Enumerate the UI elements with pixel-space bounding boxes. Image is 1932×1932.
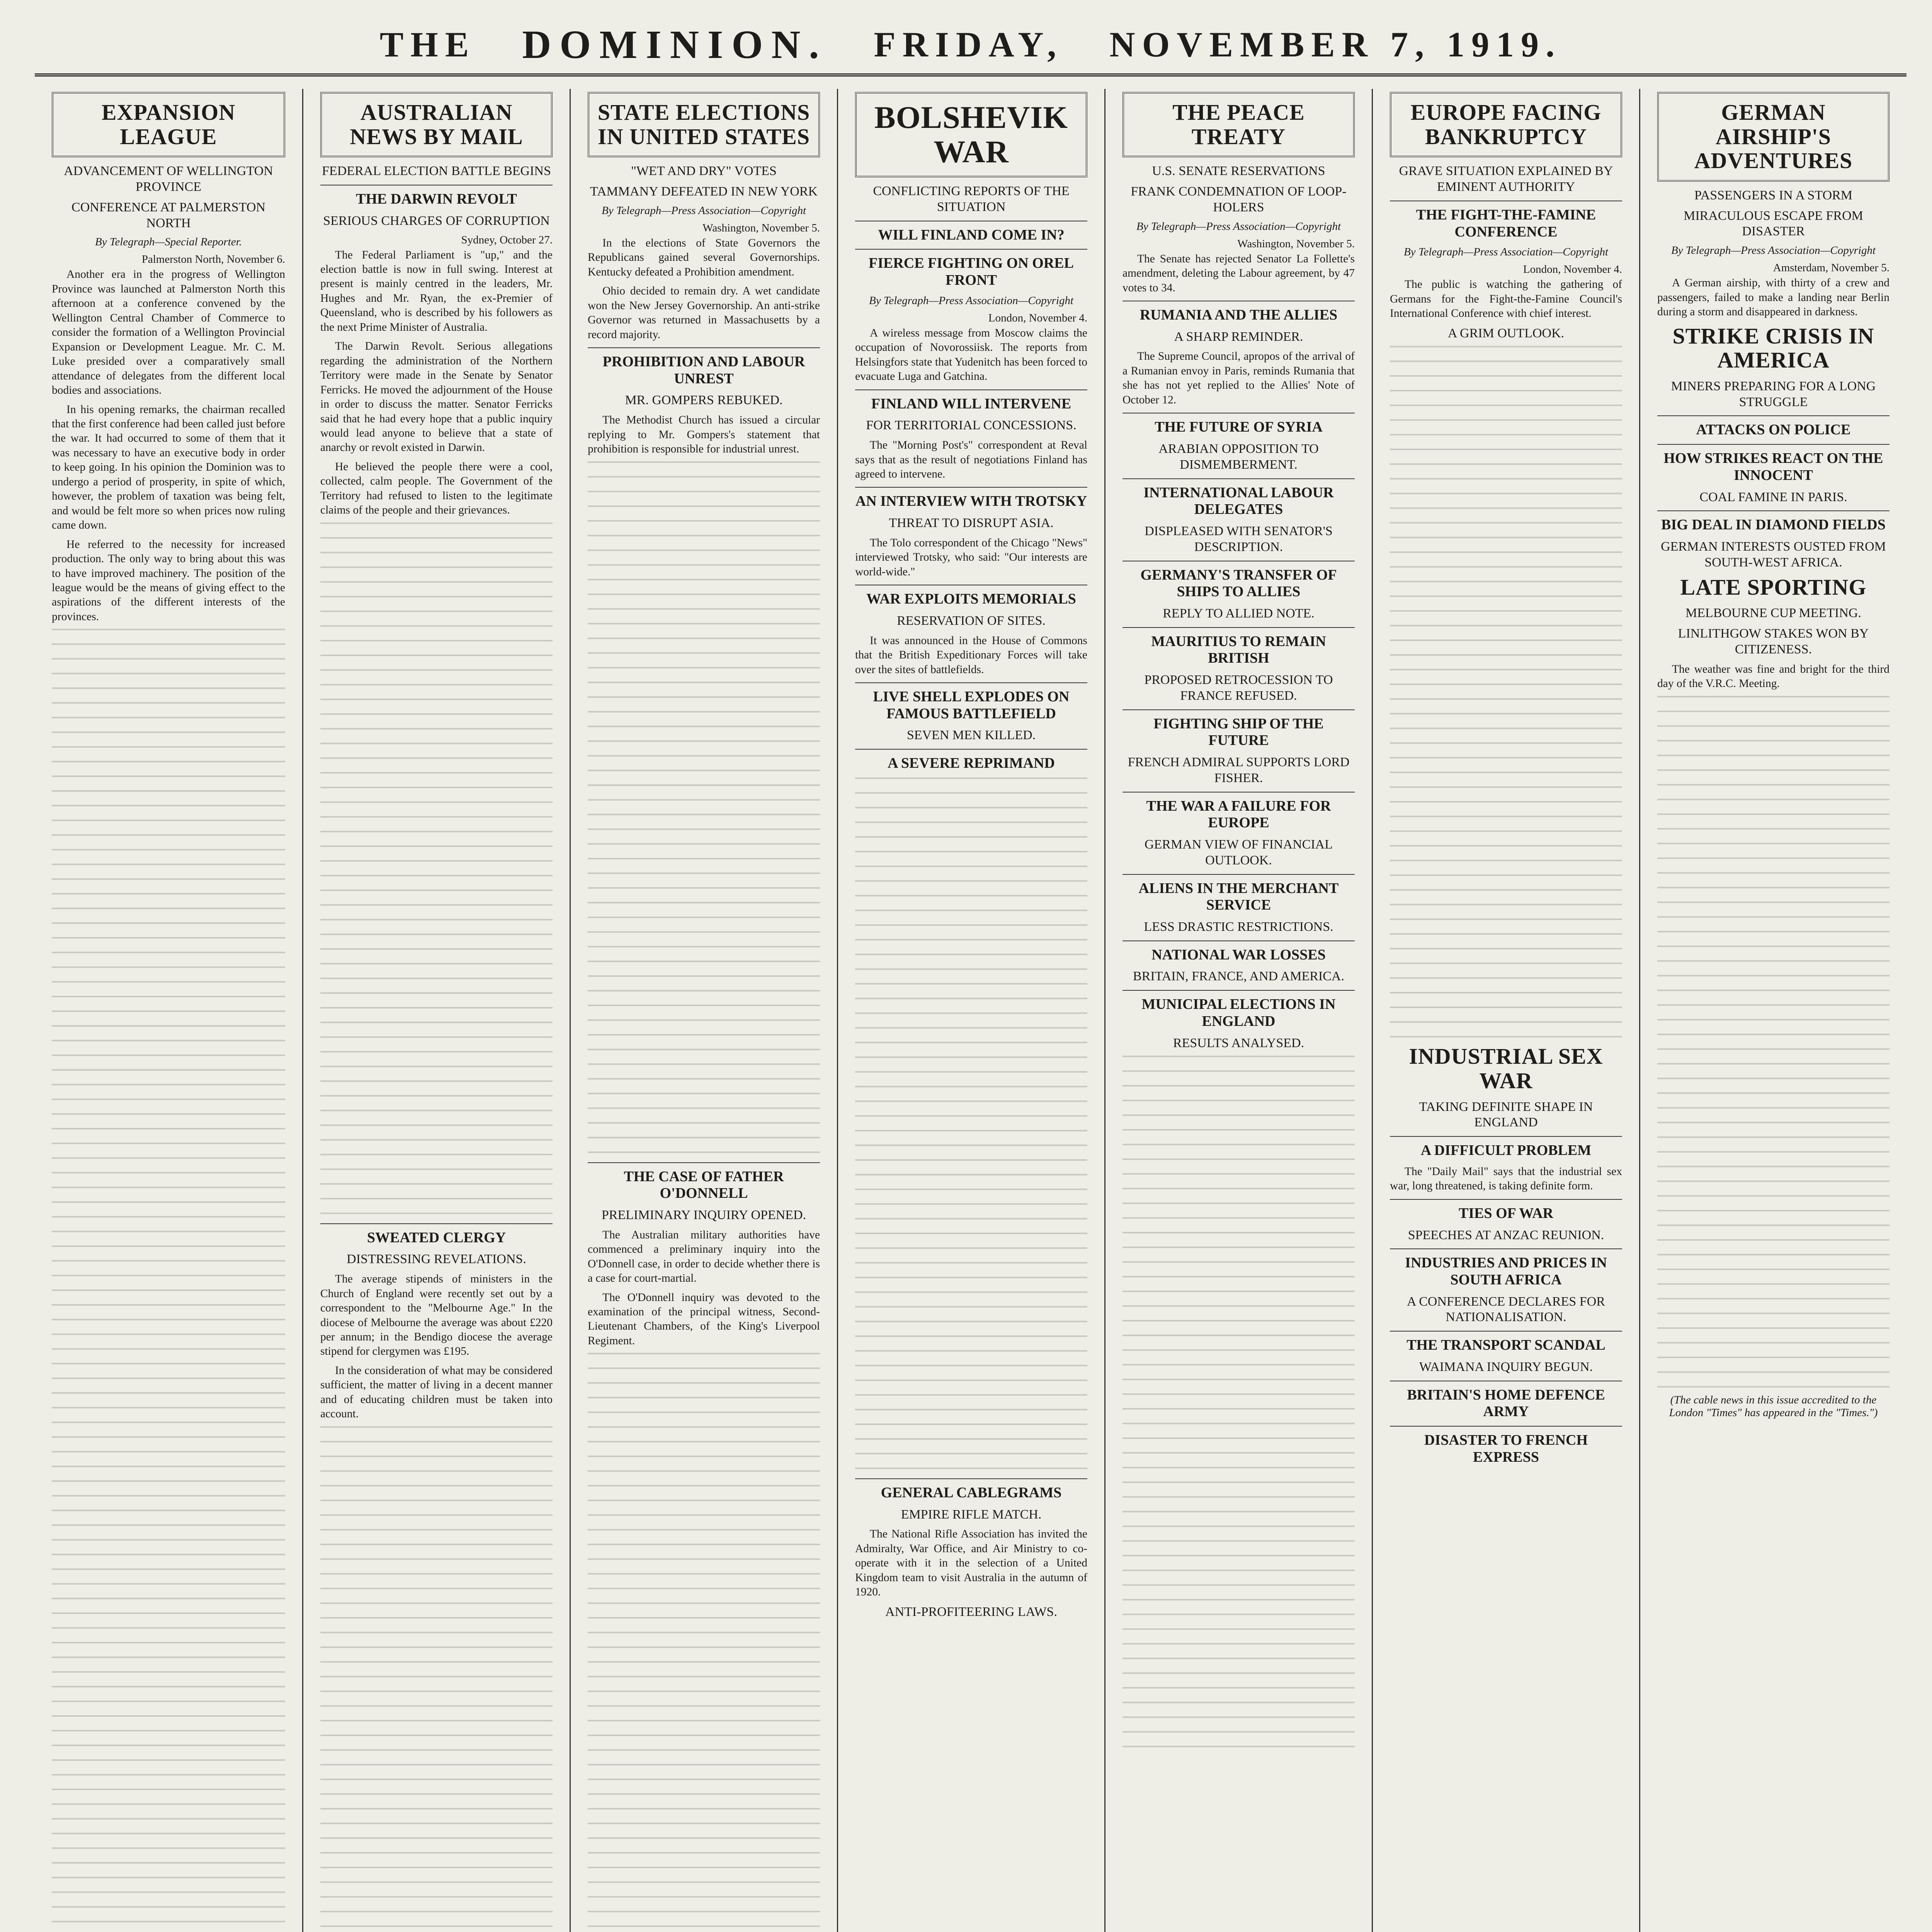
subhead: THE TRANSPORT SCANDAL [1390, 1331, 1622, 1354]
headline: EXPANSION LEAGUE [52, 92, 285, 157]
article-paragraph: The Methodist Church has issued a circular replying to Mr. Gompers's statement that prohibition is responsible for industrial unrest. [588, 414, 820, 456]
deck: LINLITHGOW STAKES WON BY CITIZENESS. [1678, 626, 1869, 656]
dateline: London, November 4. [988, 311, 1087, 324]
subhead: AN INTERVIEW WITH TROTSKY [855, 487, 1087, 510]
subhead: ALIENS IN THE MERCHANT SERVICE [1122, 874, 1355, 914]
subhead: GENERAL CABLEGRAMS [855, 1478, 1087, 1502]
article-europe-bankruptcy [1390, 92, 1622, 1466]
deck: FOR TERRITORIAL CONCESSIONS. [866, 418, 1077, 433]
deck: A CONFERENCE DECLARES FOR NATIONALISATION. [1407, 1294, 1605, 1325]
subhead: MAURITIUS TO REMAIN BRITISH [1122, 627, 1355, 667]
deck: A GRIM OUTLOOK. [1447, 326, 1565, 340]
deck: BRITAIN, FRANCE, AND AMERICA. [1133, 969, 1344, 984]
column-2 [302, 89, 570, 1932]
deck: EMPIRE RIFLE MATCH. [901, 1507, 1042, 1522]
byline: By Telegraph—Press Association—Copyright [602, 204, 806, 217]
deck: ADVANCEMENT OF WELLINGTON PROVINCE [64, 164, 273, 194]
deck: FEDERAL ELECTION BATTLE BEGINS [322, 164, 551, 179]
column-1 [35, 89, 302, 1932]
dateline: Washington, November 5. [702, 221, 820, 234]
article-paragraph: The public is watching the gathering of Germans for the Fight-the-Famine Council's International Conference with chief interest. [1390, 278, 1622, 320]
subhead: GERMANY'S TRANSFER OF SHIPS TO ALLIES [1122, 561, 1355, 600]
masthead-title: DOMINION. [522, 22, 828, 67]
headline: AUSTRALIAN NEWS BY MAIL [320, 92, 553, 157]
article-german-airship [1657, 92, 1889, 1419]
column-5 [1104, 89, 1372, 1932]
deck: REPLY TO ALLIED NOTE. [1163, 606, 1315, 621]
article-paragraph: The Federal Parliament is "up," and the election battle is now in full swing. Interest at present is mainly centred in the leaders, Mr. Hughes and Mr. Ryan, the ex-Premier of Queensland, who is described by his followers as the next Prime Minister of Australia. [320, 248, 553, 333]
article-paragraph: Another era in the progress of Wellington Province was launched at Palmerston North this afternoon at a conference convened by the Wellington Central Chamber of Commerce to consider the formation of a Wellington Provincial Expansion or Development League. Mr. C. M. Luke presided over a comparatively small attendance of delegates from the different local bodies and associations. [52, 268, 285, 397]
masthead [35, 15, 1906, 77]
deck: MR. GOMPERS REBUKED. [625, 393, 783, 408]
deck: TAMMANY DEFEATED IN NEW YORK [590, 184, 818, 199]
headline: BOLSHEVIK WAR [855, 92, 1087, 177]
text-continuation [320, 1426, 553, 1932]
deck: SERIOUS CHARGES OF CORRUPTION [323, 213, 550, 228]
article-paragraph: The Supreme Council, apropos of the arrival of a Rumanian envoy in Paris, reminds Rumania that she has not yet replied to the Allies' Note of October 12. [1122, 350, 1355, 406]
headline: INDUSTRIAL SEX WAR [1409, 1044, 1603, 1093]
headline: GERMAN AIRSHIP'S ADVENTURES [1657, 92, 1889, 182]
article-paragraph: Ohio decided to remain dry. A wet candidate won the New Jersey Governorship. An anti-strike Governor was returned in Massachusetts by a record majority. [588, 285, 820, 341]
deck: "WET AND DRY" VOTES [631, 164, 777, 179]
article-paragraph: He believed the people there were a cool, collected, calm people. The Government of the Territory had refused to listen to the legitimate claims of the people and their grievances. [320, 460, 553, 517]
article-paragraph: The Tolo correspondent of the Chicago "News" interviewed Trotsky, who said: "Our interests are world-wide." [855, 536, 1087, 578]
deck: MELBOURNE CUP MEETING. [1685, 606, 1861, 621]
deck: LESS DRASTIC RESTRICTIONS. [1144, 920, 1333, 934]
article-paragraph: In the elections of State Governors the Republicans gained several Governorships. Kentucky defeated a Prohibition amendment. [588, 236, 820, 278]
subhead: THE FUTURE OF SYRIA [1122, 413, 1355, 436]
article-australian-news [320, 92, 553, 1932]
deck: RESERVATION OF SITES. [897, 613, 1046, 628]
deck: U.S. SENATE RESERVATIONS [1152, 164, 1325, 179]
article-paragraph: In the consideration of what may be considered sufficient, the matter of living in a decent manner and of educating children must be taken into account. [320, 1364, 553, 1420]
text-continuation [320, 522, 553, 1218]
masthead-day: FRIDAY, [874, 25, 1063, 64]
article-paragraph: The O'Donnell inquiry was devoted to the examination of the principal witness, Second-Lieutenant Chambers, of the King's Liverpool Regiment. [588, 1291, 820, 1347]
byline: By Telegraph—Press Association—Copyright [1671, 244, 1876, 257]
columns [35, 89, 1906, 1932]
deck: SEVEN MEN KILLED. [906, 728, 1036, 743]
subhead: THE FIGHT-THE-FAMINE CONFERENCE [1390, 201, 1622, 240]
deck: GERMAN VIEW OF FINANCIAL OUTLOOK. [1144, 837, 1333, 867]
dateline: London, November 4. [1523, 263, 1622, 276]
subhead: SWEATED CLERGY [320, 1223, 553, 1247]
subhead: RUMANIA AND THE ALLIES [1122, 301, 1355, 324]
deck: THREAT TO DISRUPT ASIA. [889, 516, 1054, 531]
subhead: HOW STRIKES REACT ON THE INNOCENT [1657, 444, 1889, 484]
headline: EUROPE FACING BANKRUPTCY [1390, 92, 1622, 157]
subhead: TIES OF WAR [1390, 1199, 1622, 1222]
headline: THE PEACE TREATY [1122, 92, 1355, 157]
deck: ARABIAN OPPOSITION TO DISMEMBERMENT. [1158, 441, 1319, 472]
subhead: DISASTER TO FRENCH EXPRESS [1390, 1426, 1622, 1466]
article-paragraph: He referred to the necessity for increased production. The only way to bring about this was to have improved machinery. The position of the league would be the means of giving effect to the aspirations of the different interests of the provinces. [52, 538, 285, 623]
deck: MINERS PREPARING FOR A LONG STRUGGLE [1671, 379, 1876, 409]
article-paragraph: The average stipends of ministers in the Church of England were recently set out by a correspondent to the "Melbourne Age." In the diocese of Melbourne the average was about £220 per annum; in the Bendigo diocese the average stipend for clergymen was £195. [320, 1273, 553, 1358]
article-paragraph: It was announced in the House of Commons that the British Expeditionary Forces will take over the sites of battlefields. [855, 634, 1087, 676]
article-bolshevik-war [855, 92, 1087, 1620]
subhead: MUNICIPAL ELECTIONS IN ENGLAND [1122, 990, 1355, 1030]
article-expansion-league [52, 92, 285, 1932]
article-paragraph: The Senate has rejected Senator La Follette's amendment, deleting the Labour agreement, by 47 votes to 34. [1122, 252, 1355, 294]
dateline: Washington, November 5. [1237, 237, 1355, 250]
article-paragraph: A German airship, with thirty of a crew and passengers, failed to make a landing near Berlin during a storm and disappeared in darkness. [1657, 277, 1889, 318]
subhead: ATTACKS ON POLICE [1657, 415, 1889, 439]
byline: By Telegraph—Press Association—Copyright [869, 294, 1073, 307]
deck: DISPLEASED WITH SENATOR'S DESCRIPTION. [1145, 524, 1333, 554]
subhead: INTERNATIONAL LABOUR DELEGATES [1122, 478, 1355, 518]
deck: DISTRESSING REVELATIONS. [347, 1252, 526, 1267]
headline: STRIKE CRISIS IN AMERICA [1672, 323, 1874, 373]
subhead: LIVE SHELL EXPLODES ON FAMOUS BATTLEFIELD [855, 682, 1087, 722]
headline: LATE SPORTING [1680, 574, 1867, 600]
deck: SPEECHES AT ANZAC REUNION. [1408, 1228, 1604, 1242]
deck: PRELIMINARY INQUIRY OPENED. [601, 1208, 806, 1222]
text-continuation [52, 629, 285, 1932]
deck: GERMAN INTERESTS OUSTED FROM SOUTH-WEST AFRICA. [1661, 539, 1886, 570]
text-continuation [588, 1353, 820, 1932]
deck: GRAVE SITUATION EXPLAINED BY EMINENT AUTHORITY [1399, 164, 1613, 194]
subhead: PROHIBITION AND LABOUR UNREST [588, 347, 820, 387]
column-7 [1639, 89, 1906, 1932]
byline: By Telegraph—Press Association—Copyright [1136, 220, 1341, 233]
subhead: THE CASE OF FATHER O'DONNELL [588, 1162, 820, 1202]
deck: PASSENGERS IN A STORM [1694, 188, 1853, 202]
article-paragraph: The Darwin Revolt. Serious allegations regarding the administration of the Northern Territory were made in the Senate by Senator Ferricks. He moved the adjournment of the House in order to discuss the matter. Senator Ferricks said that he had every hope that a public inquiry would lead anyone to believe that a state of anarchy or revolt existed in Darwin. [320, 340, 553, 454]
text-continuation [1390, 346, 1622, 1041]
text-continuation [1657, 696, 1889, 1391]
subhead: FINLAND WILL INTERVENE [855, 389, 1087, 413]
article-paragraph: The "Morning Post's" correspondent at Reval says that as the result of negotiations Finland has agreed to intervene. [855, 439, 1087, 480]
deck: WAIMANA INQUIRY BEGUN. [1419, 1359, 1593, 1374]
subhead: A SEVERE REPRIMAND [855, 749, 1087, 772]
dateline: Palmerston North, November 6. [141, 253, 285, 266]
byline: By Telegraph—Press Association—Copyright [1404, 246, 1608, 259]
deck: RESULTS ANALYSED. [1173, 1036, 1304, 1050]
dateline: Sydney, October 27. [461, 233, 553, 246]
deck: CONFLICTING REPORTS OF THE SITUATION [873, 184, 1070, 214]
deck: FRENCH ADMIRAL SUPPORTS LORD FISHER. [1128, 755, 1350, 785]
article-paragraph: A wireless message from Moscow claims the occupation of Novorossiisk. The reports from Helsingfors state that Yudenitch has been forced to evacuate Luga and Gatchina. [855, 327, 1087, 383]
column-3 [570, 89, 837, 1932]
article-paragraph: The weather was fine and bright for the third day of the V.R.C. Meeting. [1657, 663, 1889, 690]
footnote: (The cable news in this issue accredited to the London "Times" has appeared in the "Times.") [1669, 1393, 1878, 1419]
subhead: NATIONAL WAR LOSSES [1122, 940, 1355, 964]
subhead: BIG DEAL IN DIAMOND FIELDS [1657, 510, 1889, 534]
deck: A SHARP REMINDER. [1174, 329, 1303, 344]
subhead: INDUSTRIES AND PRICES IN SOUTH AFRICA [1390, 1248, 1622, 1288]
subhead: WILL FINLAND COME IN? [855, 221, 1087, 244]
masthead-the: THE [379, 25, 476, 64]
deck: TAKING DEFINITE SHAPE IN ENGLAND [1419, 1099, 1593, 1130]
article-paragraph: The Australian military authorities have commenced a preliminary inquiry into the O'Donnell case, in order to decide whether there is a case for court-martial. [588, 1228, 820, 1285]
deck: FRANK CONDEMNATION OF LOOP-HOLERS [1131, 184, 1347, 214]
column-6 [1372, 89, 1639, 1932]
text-continuation [1122, 1056, 1355, 1751]
dateline: Amsterdam, November 5. [1773, 262, 1889, 274]
subhead: THE WAR A FAILURE FOR EUROPE [1122, 792, 1355, 832]
subhead: FIERCE FIGHTING ON OREL FRONT [855, 249, 1087, 289]
masthead-date: NOVEMBER 7, 1919. [1109, 25, 1562, 64]
deck: MIRACULOUS ESCAPE FROM DISASTER [1684, 208, 1863, 239]
text-continuation [588, 461, 820, 1157]
column-4 [837, 89, 1104, 1932]
deck: ANTI-PROFITEERING LAWS. [885, 1604, 1057, 1619]
text-continuation [855, 777, 1087, 1473]
article-paragraph: The "Daily Mail" says that the industrial sex war, long threatened, is taking definite form. [1390, 1165, 1622, 1192]
subhead: FIGHTING SHIP OF THE FUTURE [1122, 709, 1355, 749]
article-paragraph: The National Rifle Association has invited the Admiralty, War Office, and Air Ministry to co-operate with it in the selection of a United Kingdom team to visit Australia in the autumn of 1920. [855, 1528, 1087, 1599]
headline: STATE ELECTIONS IN UNITED STATES [588, 92, 820, 157]
article-us-elections [588, 92, 820, 1932]
subhead: WAR EXPLOITS MEMORIALS [855, 585, 1087, 608]
deck: CONFERENCE AT PALMERSTON NORTH [71, 200, 265, 230]
byline: By Telegraph—Special Reporter. [95, 236, 242, 248]
subhead: A DIFFICULT PROBLEM [1390, 1136, 1622, 1159]
article-paragraph: In his opening remarks, the chairman recalled that the first conference had been called just before the war. It had occurred to some of them that it was necessary to have an executive body in order to keep going. In his opinion the Dominion was to undergo a period of prosperity, in spite of which, however, the problem of taxation was being felt, and would be felt more so when prices now ruling came down. [52, 403, 285, 532]
article-peace-treaty [1122, 92, 1355, 1751]
subhead: THE DARWIN REVOLT [320, 185, 553, 208]
subhead: BRITAIN'S HOME DEFENCE ARMY [1390, 1381, 1622, 1420]
deck: COAL FAMINE IN PARIS. [1699, 490, 1847, 504]
deck: PROPOSED RETROCESSION TO FRANCE REFUSED. [1144, 673, 1333, 703]
